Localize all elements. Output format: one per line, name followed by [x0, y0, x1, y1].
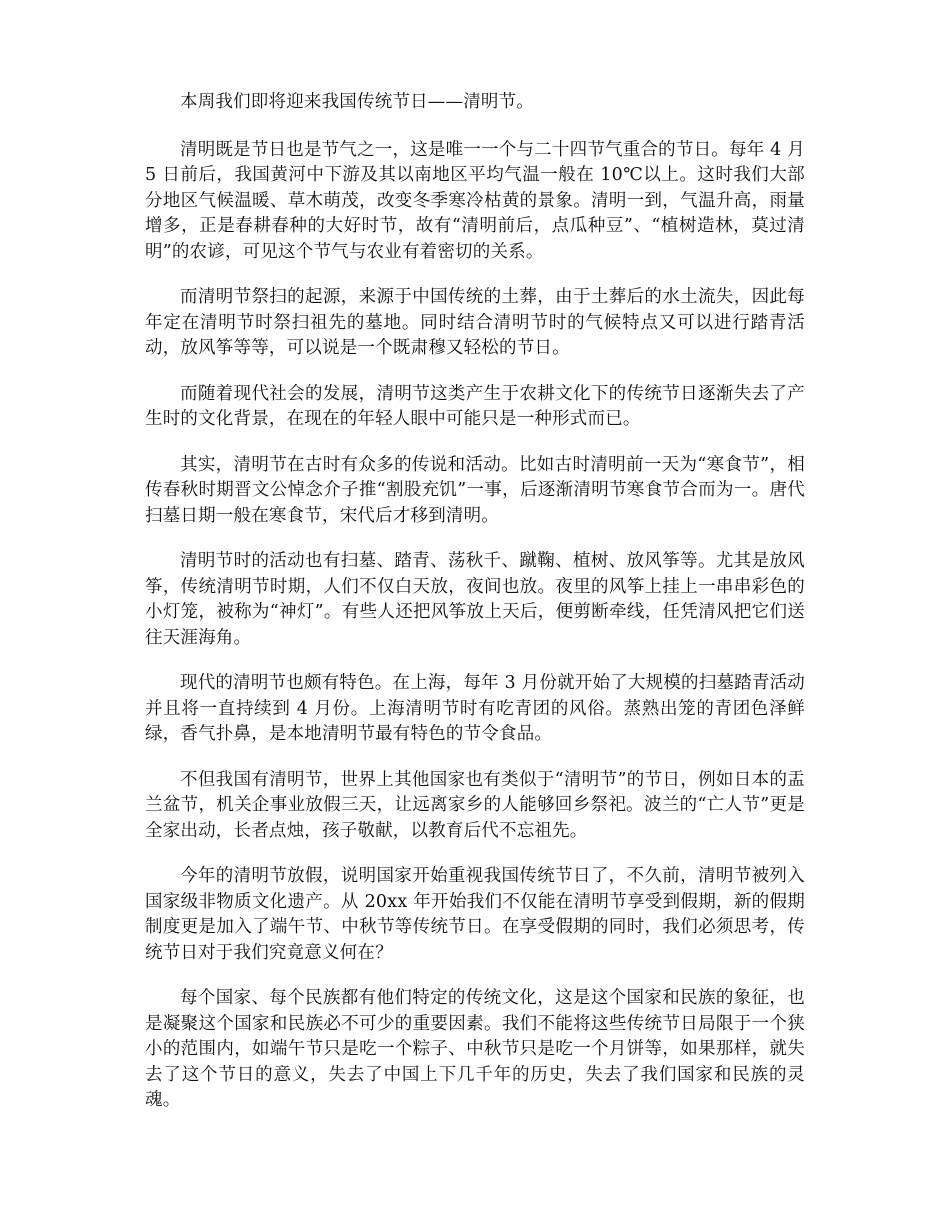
paragraph-holiday-policy: 今年的清明节放假，说明国家开始重视我国传统节日了，不久前，清明节被列入国家级非物质文化遗产。从 20xx 年开始我们不仅能在清明节享受到假期，新的假期制度更是加入了端午节、中秋节等传统节日。在享受假期的同时，我们必须思考，传统节日对于我们究竟意义何在？ — [145, 866, 805, 963]
paragraph-other-countries: 不但我国有清明节，世界上其他国家也有类似于“清明节”的节日，例如日本的盂兰盆节，机关企事业放假三天，让远离家乡的人能够回乡祭祀。波兰的“亡人节”更是全家出动，长者点烛，孩子敬献，以教育后代不忘祖先。 — [145, 769, 805, 841]
paragraph-qingming-solar-term: 清明既是节日也是节气之一，这是唯一一个与二十四节气重合的节日。每年 4 月 5 日前后，我国黄河中下游及其以南地区平均气温一般在 10℃以上。这时我们大部分地区气候温暖、草木萌茂，改变冬季寒冷枯黄的景象。清明一到，气温升高，雨量增多，正是春耕春种的大好时节，故有“清明前后，点瓜种豆”、“植树造林，莫过清明”的农谚，可见这个节气与农业有着密切的关系。 — [145, 139, 805, 262]
document-body — [145, 90, 805, 1134]
paragraph-activities: 清明节时的活动也有扫墓、踏青、荡秋千、蹴鞠、植树、放风筝等。尤其是放风筝，传统清明节时期，人们不仅白天放，夜间也放。夜里的风筝上挂上一串串彩色的小灯笼，被称为“神灯”。有些人还把风筝放上天后，便剪断牵线，任凭清风把它们送往天涯海角。 — [145, 551, 805, 648]
paragraph-shanghai-customs: 现代的清明节也颇有特色。在上海，每年 3 月份就开始了大规模的扫墓踏青活动并且将一直持续到 4 月份。上海清明节时有吃青团的风俗。蒸熟出笼的青团色泽鲜绿，香气扑鼻，是本地清明节最有特色的节令食品。 — [145, 673, 805, 744]
paragraph-tomb-sweeping-origin: 而清明节祭扫的起源，来源于中国传统的土葬，由于土葬后的水土流失，因此每年定在清明节时祭扫祖先的墓地。同时结合清明节时的气候特点又可以进行踏青活动，放风筝等等，可以说是一个既肃穆又轻松的节日。 — [145, 287, 805, 358]
paragraph-cold-food-festival: 其实，清明节在古时有众多的传说和活动。比如古时清明前一天为“寒食节”，相传春秋时期晋文公悼念介子推“割股充饥”一事，后逐渐清明节寒食节合而为一。唐代扫墓日期一般在寒食节，宋代后才移到清明。 — [145, 454, 805, 526]
paragraph-intro: 本周我们即将迎来我国传统节日——清明节。 — [180, 92, 534, 112]
paragraph-modern-society: 而随着现代社会的发展，清明节这类产生于农耕文化下的传统节日逐渐失去了产生时的文化背景，在现在的年轻人眼中可能只是一种形式而已。 — [145, 383, 805, 429]
paragraph-conclusion: 每个国家、每个民族都有他们特定的传统文化，这是这个国家和民族的象征，也是凝聚这个国家和民族必不可少的重要因素。我们不能将这些传统节日局限于一个狭小的范围内，如端午节只是吃一个粽子、中秋节只是吃一个月饼等，如果那样，就失去了这个节日的意义，失去了中国上下几千年的历史，失去了我们国家和民族的灵魂。 — [145, 988, 805, 1110]
